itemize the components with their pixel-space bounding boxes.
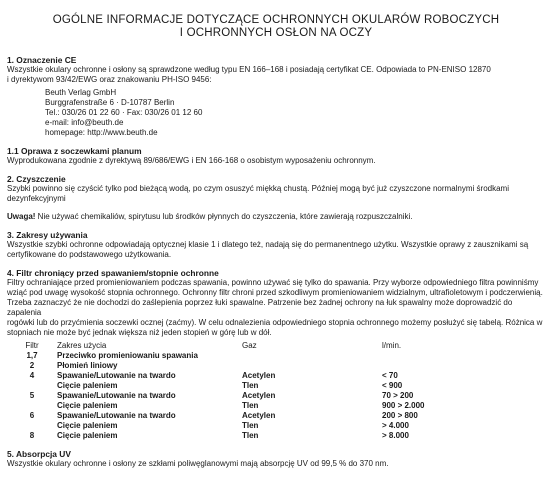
title-line-1: OGÓLNE INFORMACJE DOTYCZĄCE OCHRONNYCH OKULARÓW ROBOCZYCH	[52, 14, 500, 26]
section-heading: 1. Oznaczenie CE	[7, 55, 77, 65]
cell-gas: Tlen	[242, 421, 259, 430]
table-row	[7, 361, 442, 371]
cell-usage: Cięcie paleniem	[57, 421, 118, 430]
cell-flow: < 900	[382, 381, 403, 390]
cell-usage: Spawanie/Lutowanie na twardo	[57, 371, 176, 380]
section-cleaning	[7, 174, 545, 204]
cell-filter: 1,7	[26, 351, 38, 360]
warning-label: Uwaga!	[7, 212, 36, 221]
cell-usage: Przeciwko promieniowaniu spawania	[57, 351, 198, 360]
address-email: e-mail: info@beuth.de	[45, 118, 124, 127]
cell-gas: Tlen	[242, 431, 259, 440]
cell-gas: Acetylen	[242, 391, 276, 400]
cell-gas: Tlen	[242, 381, 259, 390]
warning-note	[7, 212, 545, 222]
address-line: Tel.: 030/26 01 22 60 · Fax: 030/26 01 12 60	[45, 108, 203, 117]
table-row	[7, 421, 442, 431]
table-row	[7, 371, 442, 381]
section-heading: 4. Filtr chroniący przed spawaniem/stopnie ochronne	[7, 268, 219, 278]
cell-gas	[242, 351, 382, 361]
paragraph-line: certyfikowane do podstawowego użytkowania.	[7, 250, 172, 259]
title-line-2: I OCHRONNYCH OSŁON NA OCZY	[179, 27, 373, 39]
paragraph-line: Szybki powinno się czyścić tylko pod bieżącą wodą, po czym osuszyć miękką chustą. Później mogą być już czyszczone normalnymi środkami	[7, 184, 509, 193]
cell-usage: Cięcie paleniem	[57, 431, 118, 440]
column-header-gas: Gaz	[242, 341, 257, 350]
cell-filter	[7, 401, 57, 411]
table-row	[7, 391, 442, 401]
section-heading: 2. Czyszczenie	[7, 174, 66, 184]
section-heading: 1.1 Oprawa z soczewkami planum	[7, 146, 142, 156]
cell-filter	[7, 381, 57, 391]
section-heading: 5. Absorpcja UV	[7, 449, 71, 459]
paragraph-line: stopniach nie może być jednak większa niż jeden stopień w górę lub w dół.	[7, 328, 272, 337]
cell-flow	[382, 361, 442, 371]
section-ce-marking	[7, 55, 545, 138]
paragraph-line: Wszystkie okulary ochronne i osłony są sprawdzone według typu EN 166–168 i posiadają certyfikat CE. Odpowiada to PN-ENISO 12870	[7, 65, 491, 74]
cell-gas: Acetylen	[242, 371, 276, 380]
paragraph-line: Wszystkie szybki ochronne odpowiadają optycznej klasie 1 i dlatego też, nadają się do permanentnego użytku. Wszystkie oprawy z zausznikami są	[7, 240, 529, 249]
section-uv-absorption	[7, 449, 545, 469]
address-homepage: homepage: http://www.beuth.de	[45, 128, 158, 137]
paragraph-line: rogówki lub do przyćmienia soczewki ocznej (zaćmy). W celu odnalezienia odpowiedniego stopnia ochronnego możemy posłużyć się tabelą. Różnica w	[7, 318, 543, 327]
cell-flow: 70 > 200	[382, 391, 414, 400]
paragraph-line: Trzeba zaznaczyć że nie dochodzi do zaślepienia poprzez łuki spawalne. Patrzenie bez żadnej ochrony na łuk spawalny może doprowadzić do zapalenia	[7, 298, 513, 317]
cell-filter: 4	[29, 371, 35, 380]
table-header-row	[7, 341, 442, 351]
paragraph-line: dezynfekcyjnymi	[7, 194, 66, 203]
cell-flow: > 4.000	[382, 421, 409, 430]
table-row	[7, 401, 442, 411]
column-header-filter: Filtr	[25, 341, 39, 350]
cell-usage: Płomień liniowy	[57, 361, 118, 370]
document-title	[7, 14, 545, 40]
paragraph-line: Filtry ochraniające przed promieniowaniem podczas spawania, powinno używać się tylko do spawania. Przy wyborze odpowiedniego filtra powinniśmy	[7, 278, 539, 287]
cell-filter: 6	[29, 411, 35, 420]
cell-gas	[242, 361, 382, 371]
cell-flow: 200 > 800	[382, 411, 418, 420]
cell-gas: Acetylen	[242, 411, 276, 420]
paragraph-line: i dyrektywom 93/42/EWG oraz znakowaniu PH-ISO 9456:	[7, 75, 212, 84]
cell-flow: 900 > 2.000	[382, 401, 425, 410]
cell-filter: 5	[29, 391, 35, 400]
cell-flow: > 8.000	[382, 431, 409, 440]
table-row	[7, 411, 442, 421]
document-page	[7, 0, 545, 469]
cell-filter	[7, 421, 57, 431]
table-row	[7, 351, 442, 361]
publisher-address	[45, 88, 545, 138]
cell-filter: 8	[29, 431, 35, 440]
column-header-usage: Zakres użycia	[57, 341, 107, 350]
section-usage	[7, 230, 545, 260]
cell-filter: 2	[29, 361, 35, 370]
section-welding-filter	[7, 268, 545, 441]
cell-flow: < 70	[382, 371, 398, 380]
cell-usage: Spawanie/Lutowanie na twardo	[57, 411, 176, 420]
section-frame-planum	[7, 146, 545, 166]
paragraph-line: wziąć pod uwagę wysokość stopnia ochronnego. Ochronny filtr chroni przed szkodliwym promieniowaniem widzialnym, ultrafioletowym i podczerwienią.	[7, 288, 543, 297]
table-row	[7, 431, 442, 441]
cell-usage: Spawanie/Lutowanie na twardo	[57, 391, 176, 400]
column-header-flow: l/min.	[382, 341, 402, 350]
address-line: Beuth Verlag GmbH	[45, 88, 117, 97]
section-heading: 3. Zakresy używania	[7, 230, 88, 240]
cell-usage: Cięcie paleniem	[57, 381, 118, 390]
protection-level-table	[7, 341, 442, 441]
address-line: Burggrafenstraße 6 · D-10787 Berlin	[45, 98, 175, 107]
cell-gas: Tlen	[242, 401, 259, 410]
paragraph-line: Wyprodukowana zgodnie z dyrektywą 89/686/EWG i EN 166-168 o osobistym wyposażeniu ochronnym.	[7, 156, 376, 165]
table-row	[7, 381, 442, 391]
warning-text: Nie używać chemikaliów, spirytusu lub środków płynnych do czyszczenia, które zawierają rozpuszczalniki.	[35, 212, 413, 221]
cell-flow	[382, 351, 442, 361]
cell-usage: Cięcie paleniem	[57, 401, 118, 410]
paragraph-line: Wszystkie okulary ochronne i osłony ze szkłami poliwęglanowymi mają absorpcję UV od 99,5 % do 370 nm.	[7, 459, 389, 468]
